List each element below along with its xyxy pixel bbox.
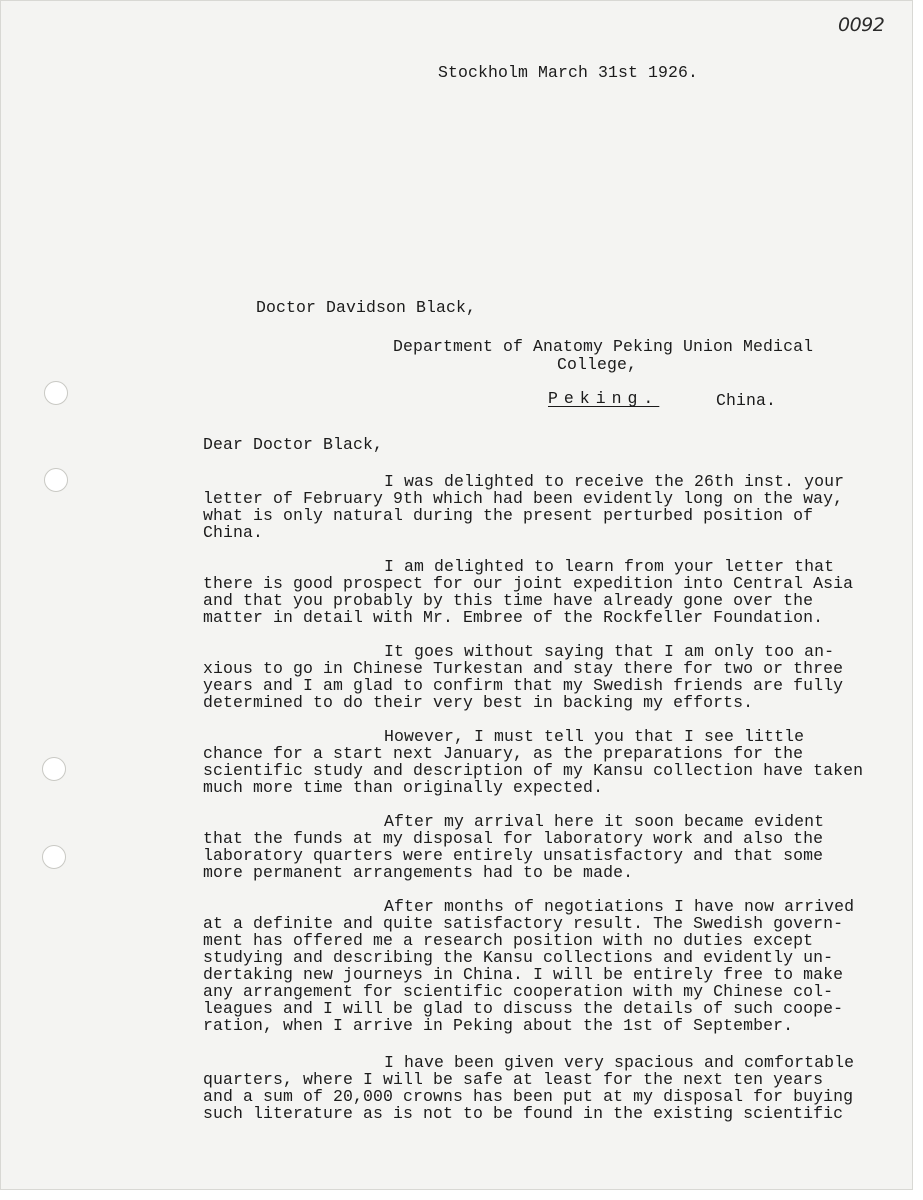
recipient-name: Doctor Davidson Black,	[256, 298, 477, 317]
body-line: studying and describing the Kansu collections and evidently un-	[203, 948, 834, 967]
body-line: After my arrival here it soon became evident	[384, 812, 825, 831]
body-line: I am delighted to learn from your letter that	[384, 557, 835, 576]
body-line: that the funds at my disposal for laboratory work and also the	[203, 829, 824, 848]
body-line: dertaking new journeys in China. I will be entirely free to make	[203, 965, 844, 984]
body-line: ration, when I arrive in Peking about the 1st of September.	[203, 1016, 794, 1035]
body-line: matter in detail with Mr. Embree of the Rockfeller Foundation.	[203, 608, 824, 627]
body-line: much more time than originally expected.	[203, 778, 604, 797]
body-line: years and I am glad to confirm that my Swedish friends are fully	[203, 676, 844, 695]
punch-hole	[42, 757, 66, 781]
recipient-department: Department of Anatomy Peking Union Medical	[393, 337, 814, 356]
body-line: at a definite and quite satisfactory result. The Swedish govern-	[203, 914, 844, 933]
body-line: I have been given very spacious and comfortable	[384, 1053, 855, 1072]
body-line: what is only natural during the present perturbed position of	[203, 506, 814, 525]
body-line: leagues and I will be glad to discuss the details of such coope-	[203, 999, 844, 1018]
body-line: I was delighted to receive the 26th inst. your	[384, 472, 845, 491]
recipient-department-cont: College,	[557, 355, 638, 374]
salutation: Dear Doctor Black,	[203, 435, 384, 454]
body-line: laboratory quarters were entirely unsatisfactory and that some	[203, 846, 824, 865]
recipient-city: Peking.	[548, 389, 660, 408]
body-line: more permanent arrangements had to be made.	[203, 863, 634, 882]
body-line: chance for a start next January, as the preparations for the	[203, 744, 804, 763]
punch-hole	[44, 468, 68, 492]
body-line: and a sum of 20,000 crowns has been put at my disposal for buying	[203, 1087, 854, 1106]
body-line: letter of February 9th which had been evidently long on the way,	[203, 489, 844, 508]
body-line: determined to do their very best in backing my efforts.	[203, 693, 754, 712]
body-line: It goes without saying that I am only too an-	[384, 642, 835, 661]
body-line: there is good prospect for our joint expedition into Central Asia	[203, 574, 854, 593]
body-line: such literature as is not to be found in the existing scientific	[203, 1104, 844, 1123]
body-line: quarters, where I will be safe at least for the next ten years	[203, 1070, 824, 1089]
page-number: 0092	[838, 14, 885, 36]
body-line: any arrangement for scientific cooperation with my Chinese col-	[203, 982, 834, 1001]
body-line: China.	[203, 523, 264, 542]
dateline: Stockholm March 31st 1926.	[438, 63, 699, 82]
body-line: scientific study and description of my Kansu collection have taken	[203, 761, 864, 780]
body-line: xious to go in Chinese Turkestan and stay there for two or three	[203, 659, 844, 678]
punch-hole	[42, 845, 66, 869]
body-line: However, I must tell you that I see little	[384, 727, 805, 746]
body-line: and that you probably by this time have already gone over the	[203, 591, 814, 610]
body-line: After months of negotiations I have now arrived	[384, 897, 855, 916]
punch-hole	[44, 381, 68, 405]
recipient-country: China.	[716, 391, 777, 410]
body-line: ment has offered me a research position with no duties except	[203, 931, 814, 950]
